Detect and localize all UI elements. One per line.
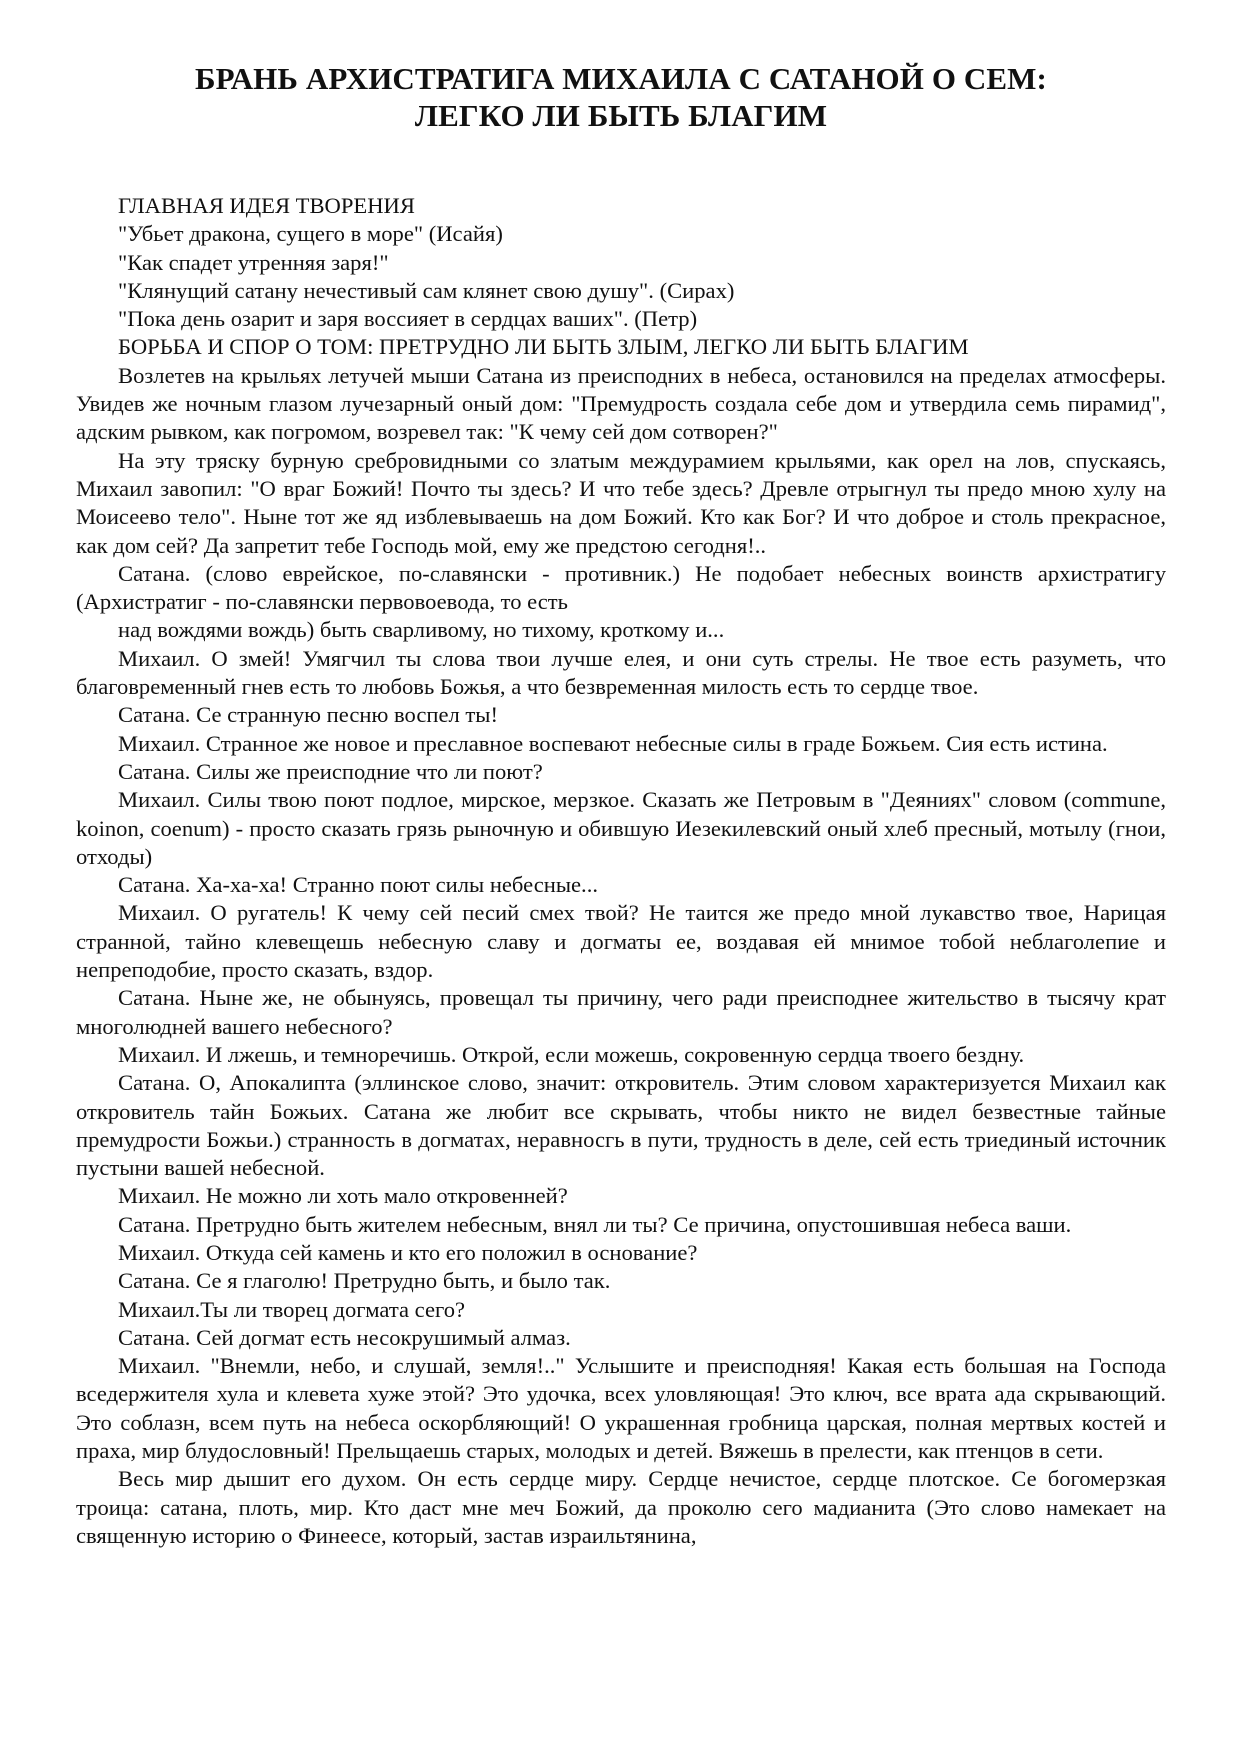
title-line-1: БРАНЬ АРХИСТРАТИГА МИХАИЛА С САТАНОЙ О СЕМ: [195,61,1047,96]
paragraph: На эту тряску бурную сребровидными со златым междурамием крыльями, как орел на лов, спускаясь, Михаил завопил: "О враг Божий! Почто ты здесь? И что тебе здесь? Древле отрыгнул ты предо мною хулу на Моисеево тело". Ныне тот же яд изблевываешь на дом Божий. Кто как Бог? И что доброе и столь прекрасное, как дом сей? Да запретит тебе Господь мой, ему же предстою сегодня!.. [76,447,1166,558]
document-title [76,60,1166,134]
paragraph: Возлетев на крыльях летучей мыши Сатана из преисподних в небеса, остановился на пределах атмосферы. Увидев же ночным глазом лучезарный оный дом: "Премудрость создала себе дом и утвердила семь пирамид", адским рывком, как погромом, возревел так: "К чему сей дом сотворен?" [76,362,1166,445]
paragraph: Сатана. Сей догмат есть несокрушимый алмаз. [118,1324,571,1350]
paragraph: Весь мир дышит его духом. Он есть сердце миру. Сердце нечистое, сердце плотское. Се богомерзкая троица: сатана, плоть, мир. Кто даст мне меч Божий, да проколю сего мадианита (Это слово намекает на священную историю о Финеесе, который, застав израильтянина, [76,1466,1166,1548]
epigraph: "Пока день озарит и заря воссияет в сердцах ваших". (Петр) [118,306,698,332]
paragraph: Сатана. Ха-ха-ха! Странно поют силы небесные... [118,872,598,898]
epigraph: "Убьет дракона, сущего в море" (Исайя) [118,221,503,247]
paragraph: Михаил. И лжешь, и темноречишь. Открой, если можешь, сокровенную сердца твоего бездну. [118,1041,1025,1067]
document-body [76,192,1166,1550]
paragraph: Сатана. Ныне же, не обынуясь, провещал ты причину, чего ради преисподнее жительство в тысячу крат многолюдней вашего небесного? [76,985,1166,1039]
paragraph: Сатана. Се странную песню воспел ты! [118,702,498,728]
title-line-2: ЛЕГКО ЛИ БЫТЬ БЛАГИМ [414,98,828,133]
paragraph: Михаил. Не можно ли хоть мало откровенней? [118,1183,568,1209]
paragraph: Сатана. О, Апокалипта (эллинское слово, значит: откровитель. Этим словом характеризуется Михаил как откровитель тайн Божьих. Сатана же любит все скрывать, чтобы никто не видел безвестные тайные премудрости Божьи.) странность в догматах, неравносгь в пути, трудность в деле, сей есть триединый источник пустыни вашей небесной. [76,1070,1166,1181]
paragraph: Михаил. Силы твою поют подлое, мирское, мерзкое. Сказать же Петровым в "Деяниях" словом (commune, koinon, coenum) - просто сказать грязь рыночную и обившую Иезекилевский оный хлеб пресный, мотылу (гнои, отходы) [76,787,1166,869]
epigraph: "Как спадет утренняя заря!" [118,249,389,275]
paragraph: Михаил. "Внемли, небо, и слушай, земля!.." Услышите и преисподняя! Какая есть большая на Господа вседержителя хула и клевета хуже этой? Это удочка, всех уловляющая! Это ключ, все врата ада скрывающий. Это соблазн, всем путь на небеса оскорбляющий! О украшенная гробница царская, полная мертвых костей и праха, мир блудословный! Прельщаешь старых, молодых и детей. Вяжешь в прелести, как птенцов в сети. [76,1353,1166,1464]
epigraph: "Клянущий сатану нечестивый сам клянет свою душу". (Сирах) [118,277,735,303]
paragraph: Сатана. Силы же преисподние что ли поют? [118,758,543,784]
paragraph: Михаил.Ты ли творец догмата сего? [118,1296,466,1322]
paragraph: Сатана. (слово еврейское, по-славянски - противник.) Не подобает небесных воинств архистратигу (Архистратиг - по-славянски первовоеводa, то есть [76,560,1166,615]
paragraph: Михаил. О ругатель! К чему сей песий смех твой? Не таится же предо мной лукавство твое, Нарицая странной, тайно клевещешь небесную славу и догматы ее, воздавая ей мнимое тобой неблаголепие и непреподобие, просто сказать, вздор. [76,900,1166,983]
paragraph: над вождями вождь) быть сварливому, но тихому, кроткому и... [118,617,725,643]
section-heading: ГЛАВНАЯ ИДЕЯ ТВОРЕНИЯ [118,193,415,218]
section-heading: БОРЬБА И СПОР О ТОМ: ПРЕТРУДНО ЛИ БЫТЬ ЗЛЫМ, ЛЕГКО ЛИ БЫТЬ БЛАГИМ [118,334,969,360]
paragraph: Михаил. Странное же новое и преславное воспевают небесные силы в граде Божьем. Сия есть истина. [118,730,1108,756]
paragraph: Михаил. Откуда сей камень и кто его положил в основание? [118,1239,698,1265]
paragraph: Сатана. Се я глаголю! Претрудно быть, и было так. [118,1268,611,1294]
paragraph: Михаил. О змей! Умягчил ты слова твои лучше елея, и они суть стрелы. Не твое есть разуметь, что благовременный гнев есть то любовь Божья, а что безвременная милость есть то сердце твое. [76,645,1166,700]
paragraph: Сатана. Претрудно быть жителем небесным, внял ли ты? Се причина, опустошившая небеса ваши. [118,1211,1072,1237]
